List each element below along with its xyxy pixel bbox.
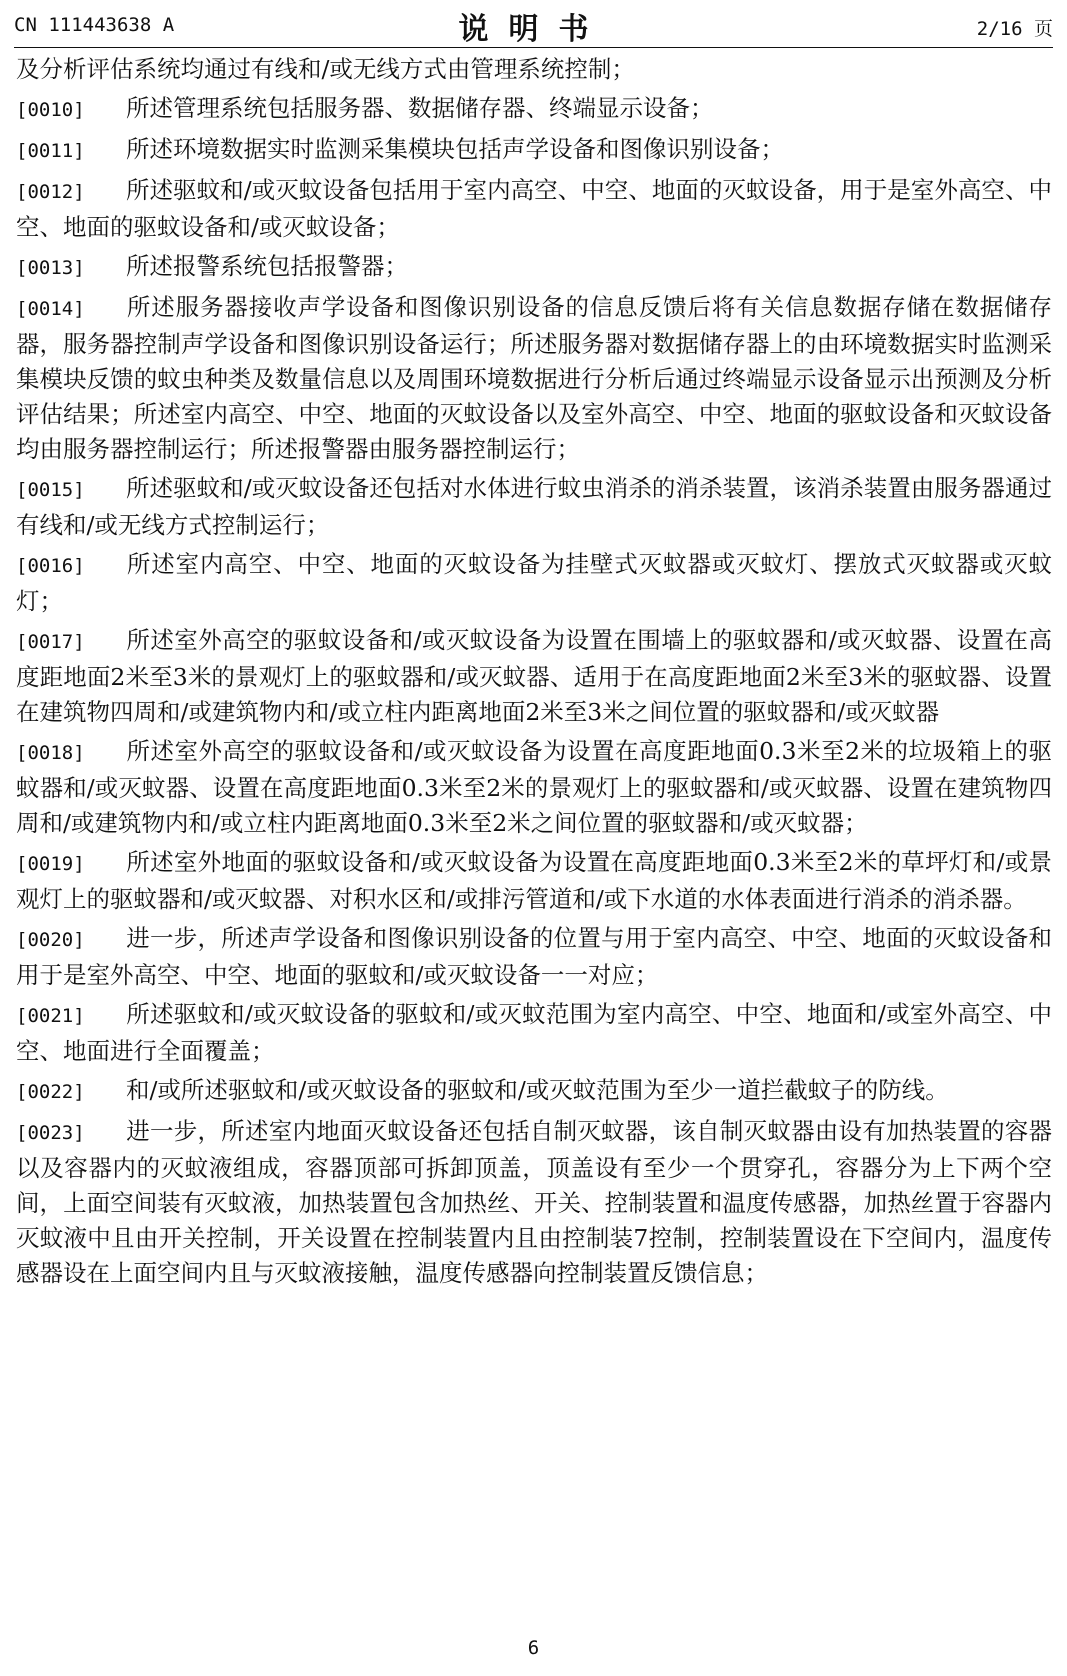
paragraph-text: 所述室外高空的驱蚊设备和/或灭蚊设备为设置在围墙上的驱蚊器和/或灭蚊器、设置在高度距地面2米至3米的景观灯上的驱蚊器和/或灭蚊器、适用于在高度距地面2米至3米的驱蚊器、设置在建筑物四周和/或建筑物内和/或立柱内距离地面2米至3米之间位置的驱蚊器和/或灭蚊器 <box>16 626 1052 726</box>
paragraph-id: [0022] <box>16 1081 85 1103</box>
paragraph-text: 进一步，所述声学设备和图像识别设备的位置与用于室内高空、中空、地面的灭蚊设备和用于是室外高空、中空、地面的驱蚊和/或灭蚊设备一一对应； <box>16 924 1052 989</box>
paragraph-id: [0021] <box>16 1005 85 1027</box>
page-count: 2/16 页 <box>976 18 1053 40</box>
paragraph-id: [0013] <box>16 257 85 279</box>
paragraph <box>16 132 1052 169</box>
page-header <box>14 0 1053 46</box>
paragraph-id: [0011] <box>16 140 85 162</box>
paragraph-id: [0023] <box>16 1122 85 1144</box>
paragraph-id: [0019] <box>16 853 85 875</box>
paragraph <box>16 173 1052 245</box>
paragraph <box>16 249 1052 286</box>
paragraph-text: 进一步，所述室内地面灭蚊设备还包括自制灭蚊器，该自制灭蚊器由设有加热装置的容器以及容器内的灭蚊液组成，容器顶部可拆卸顶盖，顶盖设有至少一个贯穿孔，容器分为上下两个空间，上面空间装有灭蚊液，加热装置包含加热丝、开关、控制装置和温度传感器，加热丝置于容器内灭蚊液中且由开关控制，开关设置在控制装置内且由控制装7控制，控制装置设在下空间内，温度传感器设在上面空间内且与灭蚊液接触，温度传感器向控制装置反馈信息； <box>16 1117 1052 1287</box>
paragraph-text: 所述环境数据实时监测采集模块包括声学设备和图像识别设备； <box>126 135 784 163</box>
paragraph-id: [0014] <box>16 298 85 320</box>
paragraph <box>16 734 1052 841</box>
publication-number: CN 111443638 A <box>14 14 175 36</box>
paragraph-text: 所述室外高空的驱蚊设备和/或灭蚊设备为设置在高度距地面0.3米至2米的垃圾箱上的驱蚊器和/或灭蚊器、设置在高度距地面0.3米至2米的景观灯上的驱蚊器和/或灭蚊器、设置在建筑物四周和/或建筑物内和/或立柱内距离地面0.3米至2米之间位置的驱蚊器和/或灭蚊器； <box>16 737 1052 837</box>
paragraph <box>16 997 1052 1069</box>
paragraph-text: 所述室外地面的驱蚊设备和/或灭蚊设备为设置在高度距地面0.3米至2米的草坪灯和/或景观灯上的驱蚊器和/或灭蚊器、对积水区和/或排污管道和/或下水道的水体表面进行消杀的消杀器。 <box>16 848 1052 913</box>
paragraph <box>16 91 1052 128</box>
paragraph-text: 和/或所述驱蚊和/或灭蚊设备的驱蚊和/或灭蚊范围为至少一道拦截蚊子的防线。 <box>126 1076 949 1104</box>
paragraph <box>16 52 1052 87</box>
paragraph-id: [0020] <box>16 929 85 951</box>
paragraph-id: [0010] <box>16 99 85 121</box>
page-number: 6 <box>527 1637 540 1659</box>
paragraph-id: [0012] <box>16 181 85 203</box>
document-body <box>16 52 1052 1295</box>
paragraph-text: 所述服务器接收声学设备和图像识别设备的信息反馈后将有关信息数据存储在数据储存器，服务器控制声学设备和图像识别设备运行；所述服务器对数据储存器上的由环境数据实时监测采集模块反馈的蚊虫种类及数量信息以及周围环境数据进行分析后通过终端显示设备显示出预测及分析评估结果；所述室内高空、中空、地面的灭蚊设备以及室外高空、中空、地面的驱蚊设备和灭蚊设备均由服务器控制运行；所述报警器由服务器控制运行； <box>16 293 1052 463</box>
paragraph-text: 所述室内高空、中空、地面的灭蚊设备为挂壁式灭蚊器或灭蚊灯、摆放式灭蚊器或灭蚊灯； <box>16 550 1052 615</box>
paragraph <box>16 921 1052 993</box>
paragraph <box>16 845 1052 917</box>
paragraph-text: 所述管理系统包括服务器、数据储存器、终端显示设备； <box>126 94 714 122</box>
paragraph <box>16 623 1052 730</box>
paragraph-id: [0017] <box>16 631 85 653</box>
paragraph <box>16 471 1052 543</box>
paragraph <box>16 290 1052 467</box>
paragraph <box>16 1073 1052 1110</box>
paragraph-id: [0016] <box>16 555 85 577</box>
paragraph-text: 所述驱蚊和/或灭蚊设备还包括对水体进行蚊虫消杀的消杀装置，该消杀装置由服务器通过有线和/或无线方式控制运行； <box>16 474 1052 539</box>
paragraph-text: 及分析评估系统均通过有线和/或无线方式由管理系统控制； <box>16 55 635 83</box>
header-divider <box>14 47 1053 48</box>
paragraph-id: [0015] <box>16 479 85 501</box>
document-title: 说明书 <box>458 12 609 47</box>
paragraph-text: 所述驱蚊和/或灭蚊设备的驱蚊和/或灭蚊范围为室内高空、中空、地面和/或室外高空、中空、地面进行全面覆盖； <box>16 1000 1052 1065</box>
paragraph <box>16 547 1052 619</box>
paragraph-text: 所述驱蚊和/或灭蚊设备包括用于室内高空、中空、地面的灭蚊设备，用于是室外高空、中空、地面的驱蚊设备和/或灭蚊设备； <box>16 176 1052 241</box>
paragraph-text: 所述报警系统包括报警器； <box>126 252 408 280</box>
paragraph <box>16 1114 1052 1291</box>
paragraph-id: [0018] <box>16 742 85 764</box>
